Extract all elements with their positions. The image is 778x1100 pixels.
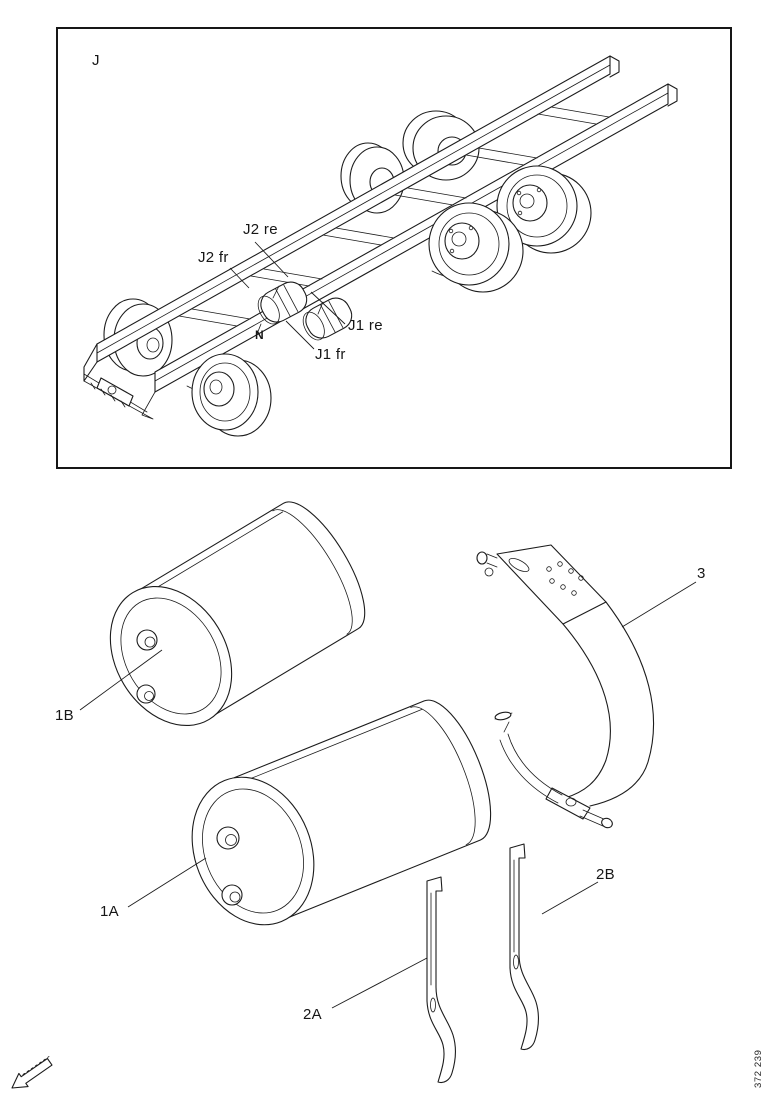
chassis-frame	[84, 56, 677, 419]
mounting-bracket-2a	[427, 877, 456, 1083]
wheel-near-front	[192, 354, 271, 436]
label-j2-fr: J2 fr	[198, 249, 229, 266]
label-n-mark: N	[255, 328, 264, 342]
label-j1-fr: J1 fr	[315, 346, 346, 363]
air-tank-1a	[171, 690, 507, 944]
mounting-bracket-2b	[510, 844, 539, 1050]
label-bracket-2b: 2B	[596, 866, 615, 883]
tank-strap	[477, 545, 654, 829]
label-j1-re: J1 re	[348, 317, 383, 334]
label-strap-3: 3	[697, 565, 706, 582]
label-bracket-2a: 2A	[303, 1006, 322, 1023]
figure-label-j: J	[92, 52, 100, 69]
chassis-illustration	[57, 28, 732, 468]
drawing-number: 372 239	[753, 1049, 764, 1088]
label-tank-1a: 1A	[100, 903, 119, 920]
label-j2-re: J2 re	[243, 221, 278, 238]
direction-arrow-icon	[8, 1050, 78, 1095]
parts-illustration	[0, 470, 778, 1100]
label-tank-1b: 1B	[55, 707, 74, 724]
air-tank-1b	[86, 489, 382, 748]
